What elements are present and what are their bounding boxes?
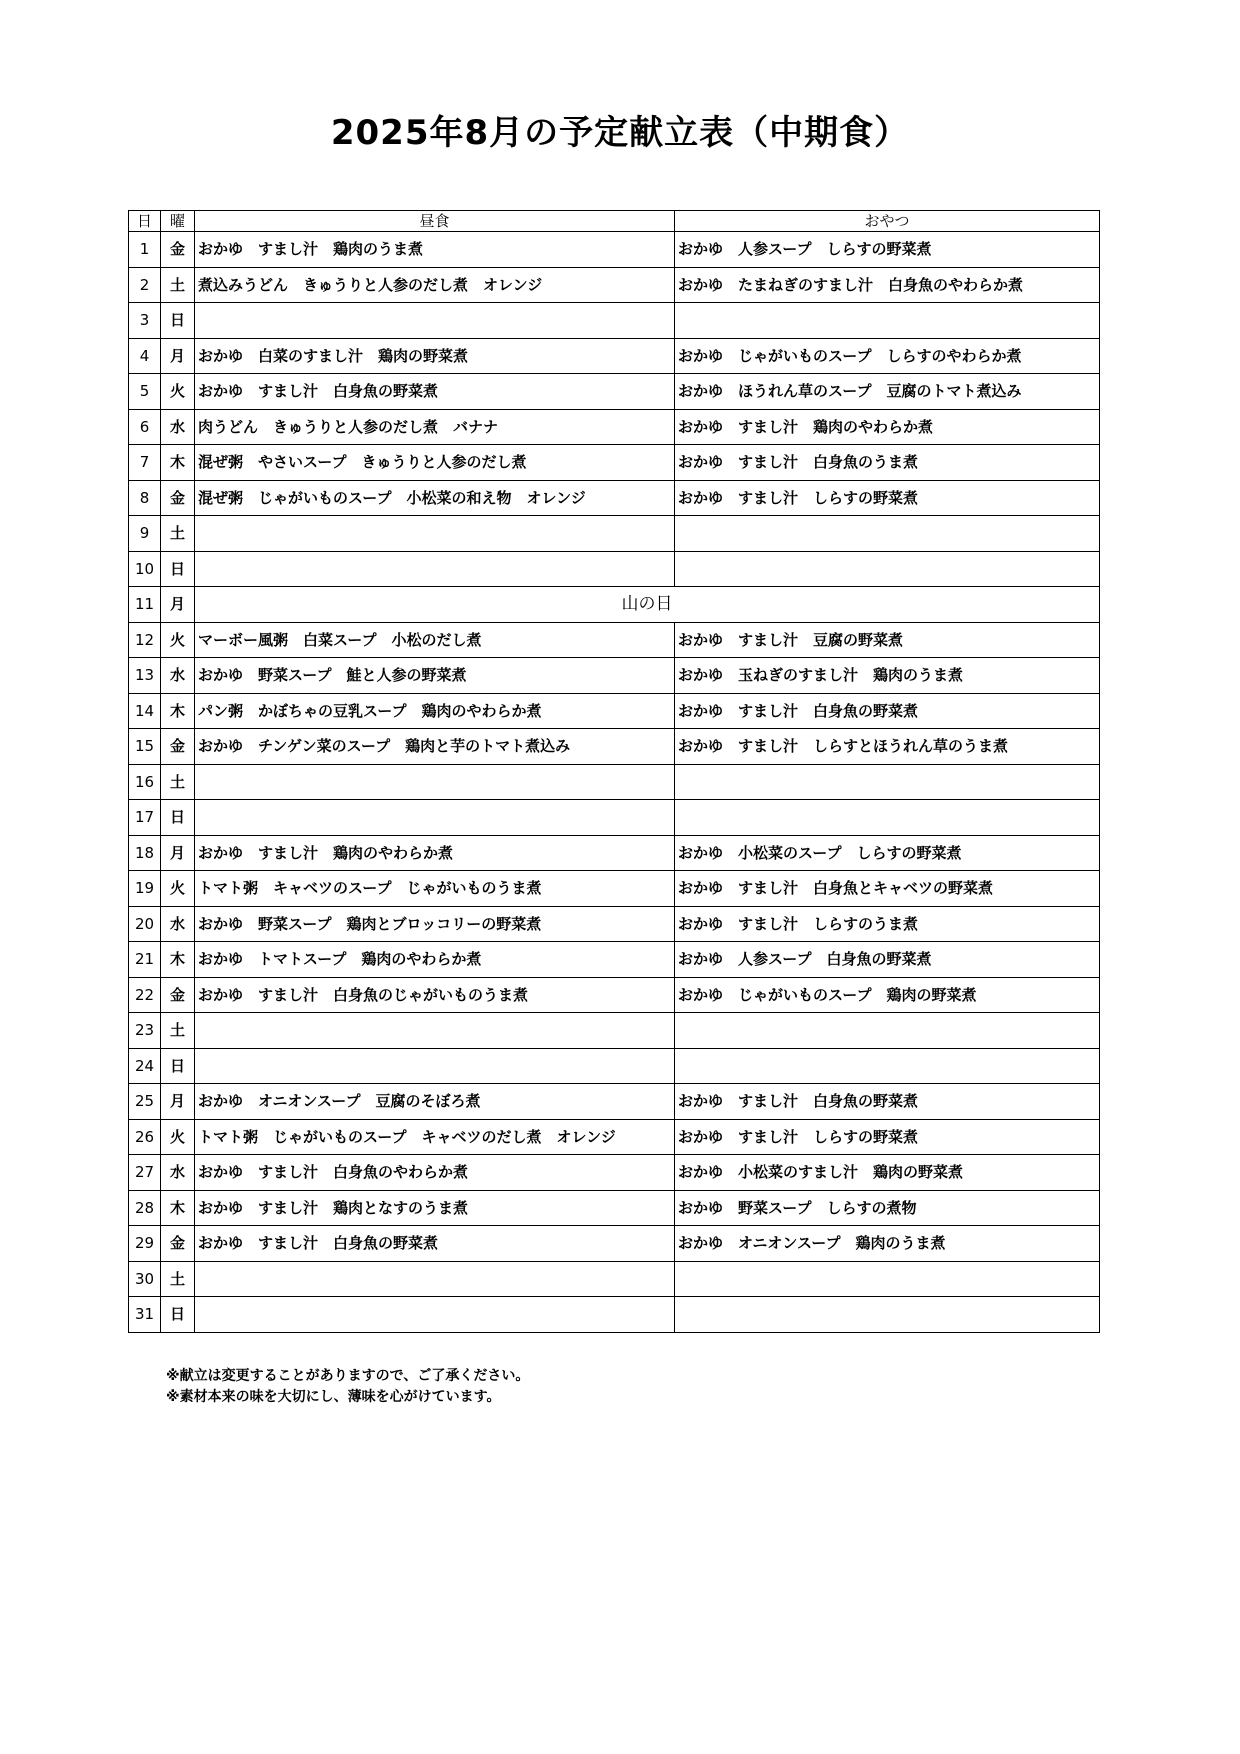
snack-cell <box>675 800 1100 836</box>
table-row <box>129 516 1100 552</box>
snack-cell <box>675 764 1100 800</box>
table-row <box>129 587 1100 623</box>
lunch-cell: パン粥 かぼちゃの豆乳スープ 鶏肉のやわらか煮 <box>195 693 675 729</box>
day-cell: 27 <box>129 1155 161 1191</box>
weekday-cell: 木 <box>161 1190 195 1226</box>
weekday-cell: 木 <box>161 942 195 978</box>
snack-cell: おかゆ 人参スープ 白身魚の野菜煮 <box>675 942 1100 978</box>
weekday-cell: 土 <box>161 764 195 800</box>
day-cell: 24 <box>129 1048 161 1084</box>
header-day: 日 <box>129 211 161 232</box>
lunch-cell: 煮込みうどん きゅうりと人参のだし煮 オレンジ <box>195 267 675 303</box>
lunch-cell: おかゆ 野菜スープ 鶏肉とブロッコリーの野菜煮 <box>195 906 675 942</box>
snack-cell: おかゆ すまし汁 鶏肉のやわらか煮 <box>675 409 1100 445</box>
snack-cell: おかゆ 人参スープ しらすの野菜煮 <box>675 232 1100 268</box>
lunch-cell <box>195 764 675 800</box>
weekday-cell: 火 <box>161 622 195 658</box>
day-cell: 15 <box>129 729 161 765</box>
table-row <box>129 1084 1100 1120</box>
day-cell: 7 <box>129 445 161 481</box>
snack-cell: おかゆ すまし汁 白身魚とキャベツの野菜煮 <box>675 871 1100 907</box>
weekday-cell: 木 <box>161 693 195 729</box>
table-row <box>129 267 1100 303</box>
weekday-cell: 月 <box>161 587 195 623</box>
holiday-cell: 山の日 <box>195 587 1100 623</box>
lunch-cell: 肉うどん きゅうりと人参のだし煮 バナナ <box>195 409 675 445</box>
weekday-cell: 月 <box>161 338 195 374</box>
day-cell: 22 <box>129 977 161 1013</box>
day-cell: 9 <box>129 516 161 552</box>
day-cell: 2 <box>129 267 161 303</box>
table-row <box>129 658 1100 694</box>
weekday-cell: 金 <box>161 480 195 516</box>
day-cell: 17 <box>129 800 161 836</box>
weekday-cell: 土 <box>161 267 195 303</box>
lunch-cell: マーボー風粥 白菜スープ 小松のだし煮 <box>195 622 675 658</box>
table-row <box>129 1190 1100 1226</box>
snack-cell: おかゆ すまし汁 しらすとほうれん草のうま煮 <box>675 729 1100 765</box>
header-lunch: 昼食 <box>195 211 675 232</box>
lunch-cell: おかゆ 白菜のすまし汁 鶏肉の野菜煮 <box>195 338 675 374</box>
day-cell: 26 <box>129 1119 161 1155</box>
table-row <box>129 977 1100 1013</box>
snack-cell: おかゆ すまし汁 豆腐の野菜煮 <box>675 622 1100 658</box>
lunch-cell <box>195 1013 675 1049</box>
table-row <box>129 729 1100 765</box>
day-cell: 5 <box>129 374 161 410</box>
day-cell: 20 <box>129 906 161 942</box>
table-row <box>129 835 1100 871</box>
snack-cell: おかゆ オニオンスープ 鶏肉のうま煮 <box>675 1226 1100 1262</box>
snack-cell: おかゆ すまし汁 白身魚の野菜煮 <box>675 1084 1100 1120</box>
table-row <box>129 1048 1100 1084</box>
lunch-cell <box>195 800 675 836</box>
weekday-cell: 日 <box>161 800 195 836</box>
lunch-cell: おかゆ トマトスープ 鶏肉のやわらか煮 <box>195 942 675 978</box>
lunch-cell: 混ぜ粥 じゃがいものスープ 小松菜の和え物 オレンジ <box>195 480 675 516</box>
weekday-cell: 水 <box>161 658 195 694</box>
day-cell: 31 <box>129 1297 161 1333</box>
table-header-row <box>129 211 1100 232</box>
weekday-cell: 水 <box>161 409 195 445</box>
day-cell: 21 <box>129 942 161 978</box>
weekday-cell: 日 <box>161 551 195 587</box>
lunch-cell <box>195 551 675 587</box>
weekday-cell: 日 <box>161 1297 195 1333</box>
snack-cell <box>675 1261 1100 1297</box>
weekday-cell: 月 <box>161 835 195 871</box>
header-dow: 曜 <box>161 211 195 232</box>
day-cell: 13 <box>129 658 161 694</box>
day-cell: 14 <box>129 693 161 729</box>
snack-cell: おかゆ 小松菜のすまし汁 鶏肉の野菜煮 <box>675 1155 1100 1191</box>
page-title: 2025年8月の予定献立表（中期食） <box>330 113 910 153</box>
snack-cell: おかゆ たまねぎのすまし汁 白身魚のやわらか煮 <box>675 267 1100 303</box>
table-row <box>129 693 1100 729</box>
table-row <box>129 906 1100 942</box>
lunch-cell <box>195 516 675 552</box>
table-row <box>129 338 1100 374</box>
weekday-cell: 金 <box>161 977 195 1013</box>
snack-cell <box>675 1013 1100 1049</box>
notes <box>166 1366 529 1408</box>
table-row <box>129 1297 1100 1333</box>
menu-table <box>128 210 1100 1333</box>
snack-cell <box>675 303 1100 339</box>
day-cell: 8 <box>129 480 161 516</box>
snack-cell: おかゆ 小松菜のスープ しらすの野菜煮 <box>675 835 1100 871</box>
day-cell: 1 <box>129 232 161 268</box>
header-snack: おやつ <box>675 211 1100 232</box>
note-item: ※素材本来の味を大切にし、薄味を心がけています。 <box>166 1389 501 1405</box>
weekday-cell: 金 <box>161 232 195 268</box>
lunch-cell: おかゆ すまし汁 鶏肉となすのうま煮 <box>195 1190 675 1226</box>
snack-cell: おかゆ じゃがいものスープ しらすのやわらか煮 <box>675 338 1100 374</box>
table-row <box>129 942 1100 978</box>
day-cell: 18 <box>129 835 161 871</box>
day-cell: 16 <box>129 764 161 800</box>
snack-cell <box>675 551 1100 587</box>
snack-cell: おかゆ ほうれん草のスープ 豆腐のトマト煮込み <box>675 374 1100 410</box>
menu-table-body <box>129 232 1100 1333</box>
day-cell: 3 <box>129 303 161 339</box>
weekday-cell: 金 <box>161 1226 195 1262</box>
table-row <box>129 232 1100 268</box>
snack-cell <box>675 516 1100 552</box>
table-row <box>129 409 1100 445</box>
day-cell: 29 <box>129 1226 161 1262</box>
snack-cell: おかゆ じゃがいものスープ 鶏肉の野菜煮 <box>675 977 1100 1013</box>
snack-cell: おかゆ すまし汁 しらすの野菜煮 <box>675 1119 1100 1155</box>
day-cell: 11 <box>129 587 161 623</box>
lunch-cell: 混ぜ粥 やさいスープ きゅうりと人参のだし煮 <box>195 445 675 481</box>
weekday-cell: 火 <box>161 374 195 410</box>
snack-cell: おかゆ すまし汁 しらすのうま煮 <box>675 906 1100 942</box>
snack-cell <box>675 1048 1100 1084</box>
snack-cell: おかゆ すまし汁 白身魚のうま煮 <box>675 445 1100 481</box>
table-row <box>129 622 1100 658</box>
table-row <box>129 1226 1100 1262</box>
lunch-cell <box>195 303 675 339</box>
snack-cell: おかゆ 野菜スープ しらすの煮物 <box>675 1190 1100 1226</box>
weekday-cell: 火 <box>161 1119 195 1155</box>
lunch-cell <box>195 1297 675 1333</box>
table-row <box>129 1155 1100 1191</box>
weekday-cell: 水 <box>161 906 195 942</box>
weekday-cell: 土 <box>161 1013 195 1049</box>
snack-cell <box>675 1297 1100 1333</box>
weekday-cell: 火 <box>161 871 195 907</box>
lunch-cell: おかゆ すまし汁 白身魚の野菜煮 <box>195 1226 675 1262</box>
weekday-cell: 月 <box>161 1084 195 1120</box>
weekday-cell: 土 <box>161 1261 195 1297</box>
lunch-cell: おかゆ すまし汁 白身魚の野菜煮 <box>195 374 675 410</box>
table-row <box>129 303 1100 339</box>
lunch-cell <box>195 1261 675 1297</box>
snack-cell: おかゆ 玉ねぎのすまし汁 鶏肉のうま煮 <box>675 658 1100 694</box>
lunch-cell <box>195 1048 675 1084</box>
table-row <box>129 800 1100 836</box>
lunch-cell: おかゆ チンゲン菜のスープ 鶏肉と芋のトマト煮込み <box>195 729 675 765</box>
day-cell: 19 <box>129 871 161 907</box>
lunch-cell: おかゆ すまし汁 白身魚のじゃがいものうま煮 <box>195 977 675 1013</box>
day-cell: 30 <box>129 1261 161 1297</box>
table-row <box>129 1119 1100 1155</box>
snack-cell: おかゆ すまし汁 白身魚の野菜煮 <box>675 693 1100 729</box>
table-row <box>129 445 1100 481</box>
day-cell: 28 <box>129 1190 161 1226</box>
note-item: ※献立は変更することがありますので、ご了承ください。 <box>166 1368 530 1384</box>
table-row <box>129 764 1100 800</box>
lunch-cell: おかゆ すまし汁 鶏肉のやわらか煮 <box>195 835 675 871</box>
lunch-cell: おかゆ オニオンスープ 豆腐のそぼろ煮 <box>195 1084 675 1120</box>
weekday-cell: 日 <box>161 303 195 339</box>
day-cell: 25 <box>129 1084 161 1120</box>
weekday-cell: 木 <box>161 445 195 481</box>
lunch-cell: おかゆ すまし汁 鶏肉のうま煮 <box>195 232 675 268</box>
weekday-cell: 水 <box>161 1155 195 1191</box>
weekday-cell: 土 <box>161 516 195 552</box>
lunch-cell: トマト粥 キャベツのスープ じゃがいものうま煮 <box>195 871 675 907</box>
lunch-cell: おかゆ 野菜スープ 鮭と人参の野菜煮 <box>195 658 675 694</box>
day-cell: 4 <box>129 338 161 374</box>
table-row <box>129 480 1100 516</box>
day-cell: 10 <box>129 551 161 587</box>
table-row <box>129 1013 1100 1049</box>
table-row <box>129 1261 1100 1297</box>
day-cell: 23 <box>129 1013 161 1049</box>
day-cell: 6 <box>129 409 161 445</box>
table-row <box>129 374 1100 410</box>
snack-cell: おかゆ すまし汁 しらすの野菜煮 <box>675 480 1100 516</box>
day-cell: 12 <box>129 622 161 658</box>
weekday-cell: 日 <box>161 1048 195 1084</box>
table-row <box>129 551 1100 587</box>
weekday-cell: 金 <box>161 729 195 765</box>
lunch-cell: おかゆ すまし汁 白身魚のやわらか煮 <box>195 1155 675 1191</box>
lunch-cell: トマト粥 じゃがいものスープ キャベツのだし煮 オレンジ <box>195 1119 675 1155</box>
table-row <box>129 871 1100 907</box>
